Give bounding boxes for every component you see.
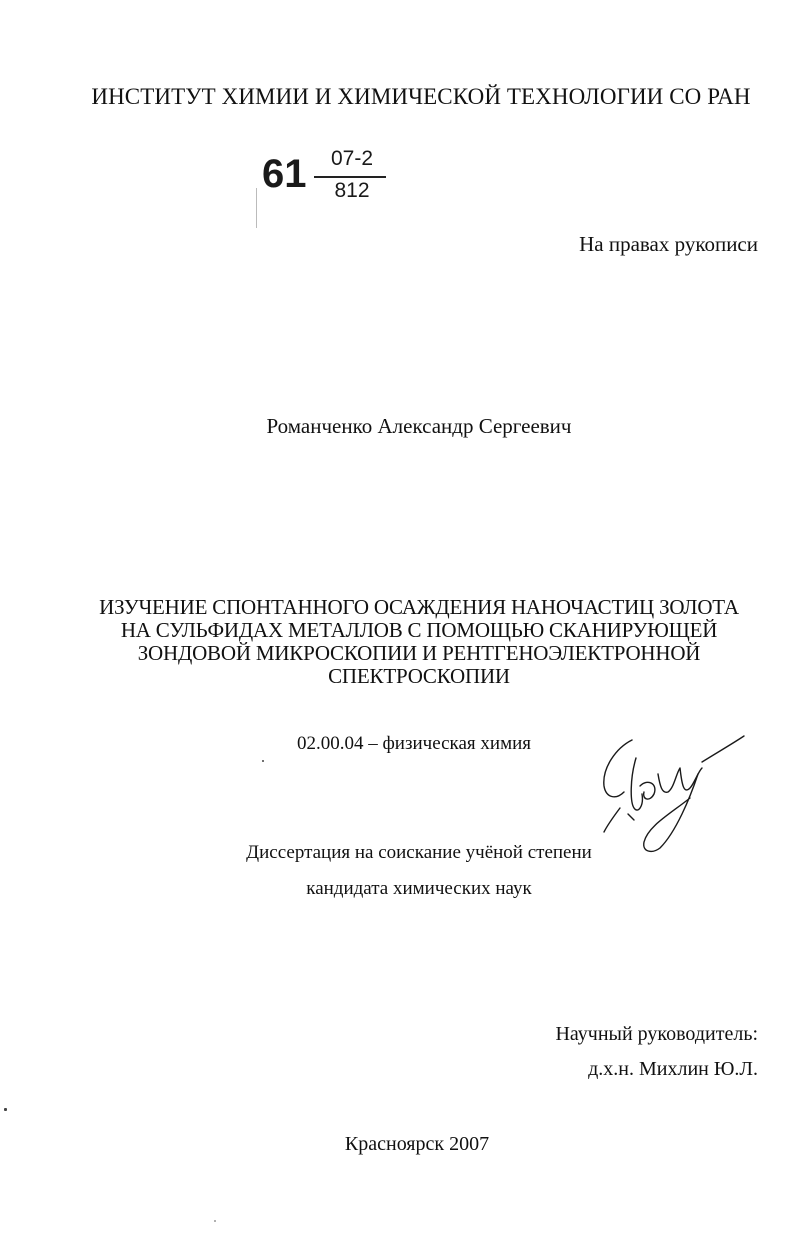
scan-speck — [262, 760, 264, 762]
stamp-denominator: 812 — [334, 179, 370, 202]
title-line: ИЗУЧЕНИЕ СПОНТАННОГО ОСАЖДЕНИЯ НАНОЧАСТИЦ ЗОЛОТА — [99, 595, 739, 619]
title-line: ЗОНДОВОЙ МИКРОСКОПИИ И РЕНТГЕНОЭЛЕКТРОННОЙ — [137, 641, 701, 665]
stamp-fraction-bar — [314, 176, 386, 178]
title-line: НА СУЛЬФИДАХ МЕТАЛЛОВ С ПОМОЩЬЮ СКАНИРУЮЩЕЙ — [120, 618, 718, 642]
title-line: СПЕКТРОСКОПИИ — [328, 664, 510, 688]
rights-notice: На правах рукописи — [579, 232, 758, 256]
institute-heading: ИНСТИТУТ ХИМИИ И ХИМИЧЕСКОЙ ТЕХНОЛОГИИ СО РАН — [91, 84, 751, 109]
author-name: Романченко Александр Сергеевич — [266, 414, 572, 438]
stamp-numerator: 07-2 — [330, 147, 374, 170]
stamp-code: 61 — [262, 152, 307, 196]
supervisor-label: Научный руководитель: — [555, 1023, 758, 1045]
scan-speck — [214, 1220, 216, 1222]
specialty-code: 02.00.04 – физическая химия — [297, 733, 532, 754]
stamp-margin-mark — [256, 188, 257, 228]
degree-line-2: кандидата химических наук — [306, 878, 532, 899]
dissertation-title — [40, 596, 798, 688]
supervisor-name: д.х.н. Михлин Ю.Л. — [588, 1058, 758, 1080]
scan-speck — [4, 1108, 7, 1111]
city-year: Красноярск 2007 — [344, 1133, 490, 1155]
degree-line-1: Диссертация на соискание учёной степени — [246, 842, 592, 863]
